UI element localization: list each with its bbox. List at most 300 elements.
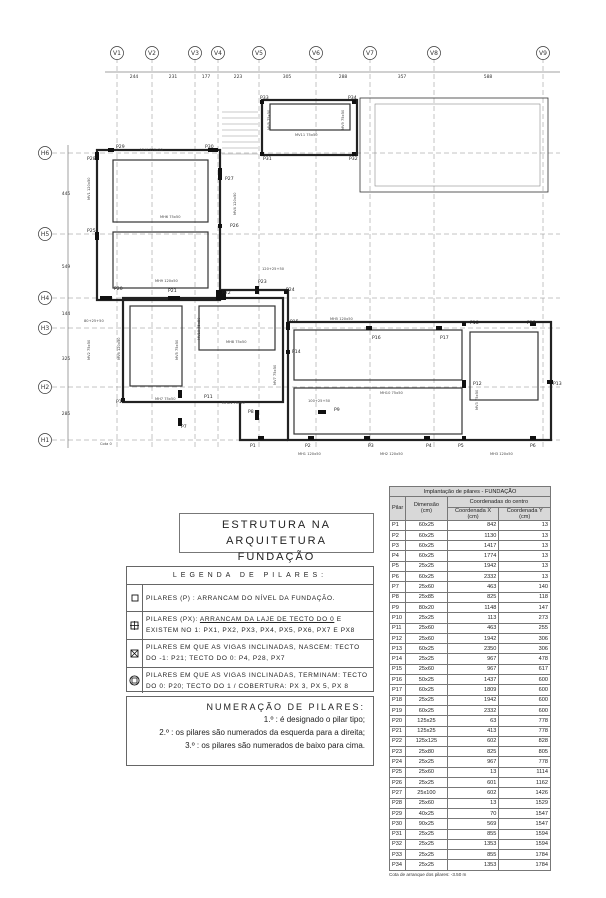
pillar-label: P14 (292, 350, 301, 355)
table-row (390, 633, 551, 643)
pool (360, 98, 548, 192)
pillar-p2 (308, 436, 314, 440)
beam-label: MV3 75x50 (475, 389, 479, 410)
cell-y: 1114 (499, 767, 551, 777)
cell-y: 778 (499, 716, 551, 726)
cell-dimension: 25x25 (406, 860, 447, 870)
cell-y: 13 (499, 561, 551, 571)
table-row (390, 819, 551, 829)
cell-dimension: 80x20 (406, 602, 447, 612)
pillar-label: P22 (222, 291, 231, 296)
beam-label: MH8 75x50 (226, 340, 247, 344)
cell-x: 1130 (447, 530, 499, 540)
cell-dimension: 25x60 (406, 633, 447, 643)
pillar-label: P23 (258, 280, 267, 285)
pillar-numbering-rules (126, 696, 374, 766)
cell-dimension: 90x25 (406, 819, 447, 829)
beam-label: MH2 120x50 (380, 452, 403, 456)
beam-label: MV10 75x50 (197, 317, 201, 340)
cell-pilar: P24 (390, 757, 406, 767)
pillar-label: P27 (225, 177, 234, 182)
cell-dimension: 125x25 (406, 726, 447, 736)
beam-label: MV4 120x50 (233, 192, 237, 215)
pillar-label: P16 (372, 336, 381, 341)
pillar-label: P24 (286, 288, 295, 293)
table-row (390, 675, 551, 685)
cell-x: 967 (447, 664, 499, 674)
dim-top: 588 (483, 75, 493, 80)
table-row (390, 705, 551, 715)
cell-dimension: 40x25 (406, 808, 447, 818)
cell-pilar: P25 (390, 767, 406, 777)
dim-left: 445 (61, 192, 71, 197)
cell-pilar: P33 (390, 850, 406, 860)
numbering-rule: 3.º : os pilares são numerados de baixo para cima. (185, 741, 365, 750)
numbering-rule: 2.º : os pilares são numerados da esquerda para a direita; (159, 728, 365, 737)
table-row (390, 757, 551, 767)
stairs (222, 112, 258, 154)
cell-y: 13 (499, 572, 551, 582)
legend-text: PILARES EM QUE AS VIGAS INCLINADAS, NASCEM: TECTO DO -1: P21; TECTO DO 0: P4, P28, PX7 (146, 644, 360, 662)
table-row (390, 788, 551, 798)
dim-top: 305 (282, 75, 292, 80)
pillar-p20 (100, 296, 112, 300)
beam-label: 80+25+50 (84, 319, 104, 323)
axis-label: V9 (539, 50, 547, 57)
cell-pilar: P32 (390, 839, 406, 849)
drawing-title (179, 513, 374, 563)
dim-top: 244 (129, 75, 139, 80)
table-row (390, 767, 551, 777)
cell-pilar: P18 (390, 695, 406, 705)
cell-pilar: P11 (390, 623, 406, 633)
table-row (390, 520, 551, 530)
pillar-label: P29 (116, 145, 125, 150)
cell-x: 825 (447, 747, 499, 757)
table-row (390, 602, 551, 612)
pillar-label: P25 (87, 229, 96, 234)
axis-label: H5 (40, 231, 50, 238)
dimension-lines (68, 72, 560, 448)
pillar-label: P2 (305, 444, 311, 449)
beam-label: MH7 75x50 (155, 397, 176, 401)
beam-label: 100+25+50 (308, 399, 331, 403)
dim-left: 144 (61, 312, 71, 317)
table-row (390, 747, 551, 757)
pillar-label: P3 (368, 444, 374, 449)
table-row (390, 530, 551, 540)
table-row (390, 685, 551, 695)
pillar-label: P10 (116, 400, 125, 405)
cell-y: 1547 (499, 808, 551, 818)
legend-row-pillar-p (127, 585, 373, 612)
cell-dimension: 25x60 (406, 623, 447, 633)
pillar-label: P8 (248, 410, 254, 415)
pillar-label: P34 (348, 96, 357, 101)
dim-top: 288 (338, 75, 348, 80)
cell-y: 778 (499, 757, 551, 767)
x-square-icon (127, 640, 143, 667)
beam-label: MV11 75x50 (295, 133, 318, 137)
cell-y: 118 (499, 592, 551, 602)
pillar-p31 (260, 152, 264, 156)
cell-x: 463 (447, 582, 499, 592)
pillar-label: P4 (426, 444, 432, 449)
cell-pilar: P7 (390, 582, 406, 592)
table-row (390, 850, 551, 860)
cell-dimension: 60x25 (406, 520, 447, 530)
cell-y: 1594 (499, 829, 551, 839)
pillar-p9 (318, 410, 326, 414)
cell-dimension: 60x25 (406, 551, 447, 561)
table-row (390, 829, 551, 839)
beam-label: MV2 75x50 (87, 339, 91, 360)
beam-label: MH10 75x50 (380, 391, 403, 395)
dim-top: 223 (233, 75, 243, 80)
cell-pilar: P16 (390, 675, 406, 685)
legend-header: LEGENDA DE PILARES: (127, 567, 373, 585)
legend-text (146, 612, 373, 636)
cell-dimension: 60x25 (406, 685, 447, 695)
pillar-label: P21 (168, 289, 177, 294)
beam-label: Cota 0 (100, 442, 112, 446)
cell-x: 463 (447, 623, 499, 633)
beam-label: MH6 75x50 (160, 215, 181, 219)
pillar-label: P6 (530, 444, 536, 449)
pillar-label: P28 (87, 157, 96, 162)
cell-y: 1426 (499, 788, 551, 798)
cell-x: 569 (447, 819, 499, 829)
pillar-label: P33 (260, 96, 269, 101)
cell-pilar: P19 (390, 705, 406, 715)
cell-x: 1148 (447, 602, 499, 612)
dim-left: 285 (61, 412, 71, 417)
cell-pilar: P13 (390, 644, 406, 654)
cell-y: 13 (499, 551, 551, 561)
table-row (390, 572, 551, 582)
pillar-p6 (530, 436, 536, 440)
table-row (390, 839, 551, 849)
cell-y: 805 (499, 747, 551, 757)
legend-row-inclined-end (127, 668, 373, 693)
cell-y: 1594 (499, 839, 551, 849)
beam-labels (84, 109, 514, 456)
cell-y: 600 (499, 685, 551, 695)
cell-y: 1784 (499, 860, 551, 870)
cell-dimension: 25x25 (406, 839, 447, 849)
pillar-p23 (255, 286, 259, 294)
cell-dimension: 25x60 (406, 664, 447, 674)
structure-walls (97, 100, 551, 440)
axis-label: H3 (40, 325, 50, 332)
cell-x: 63 (447, 716, 499, 726)
pillar-p32 (352, 152, 356, 156)
cell-x: 70 (447, 808, 499, 818)
cell-x: 855 (447, 829, 499, 839)
cell-x: 855 (447, 850, 499, 860)
axis-label: H6 (40, 150, 50, 157)
cell-dimension: 25x80 (406, 747, 447, 757)
cell-pilar: P15 (390, 664, 406, 674)
cell-y: 273 (499, 613, 551, 623)
pillar-coordinates-table (389, 486, 551, 871)
cell-y: 617 (499, 664, 551, 674)
cell-pilar: P9 (390, 602, 406, 612)
table-row (390, 613, 551, 623)
table-row (390, 808, 551, 818)
cell-x: 825 (447, 592, 499, 602)
beam-label: MH5 120x50 (330, 317, 353, 321)
table-row (390, 654, 551, 664)
beam-label: MV5 75x50 (175, 339, 179, 360)
cell-y: 13 (499, 541, 551, 551)
pillar-p18 (462, 322, 466, 326)
circle-square-icon (127, 668, 143, 693)
table-row (390, 798, 551, 808)
beam-label: MH9 120x50 (155, 279, 178, 283)
cell-y: 306 (499, 633, 551, 643)
cell-x: 602 (447, 788, 499, 798)
cell-dimension: 60x25 (406, 705, 447, 715)
table-row (390, 592, 551, 602)
cell-x: 967 (447, 654, 499, 664)
table-row (390, 551, 551, 561)
beam-label: MV7 75x50 (273, 364, 277, 385)
cell-dimension: 25x25 (406, 654, 447, 664)
cell-x: 2350 (447, 644, 499, 654)
cell-pilar: P30 (390, 819, 406, 829)
cell-dimension: 25x25 (406, 829, 447, 839)
pillar-p5 (462, 436, 466, 440)
pillar-label: P32 (349, 157, 358, 162)
cell-pilar: P2 (390, 530, 406, 540)
axis-label: V7 (366, 50, 374, 57)
axis-label: H1 (40, 437, 50, 444)
cell-dimension: 25x25 (406, 695, 447, 705)
axis-label: H2 (40, 384, 50, 391)
cell-pilar: P3 (390, 541, 406, 551)
table-row (390, 726, 551, 736)
cell-y: 306 (499, 644, 551, 654)
pillar-p26 (218, 224, 222, 228)
pillar-label: P11 (204, 395, 213, 400)
cell-y: 13 (499, 520, 551, 530)
pillar-label: P12 (473, 382, 482, 387)
cell-pilar: P22 (390, 736, 406, 746)
cell-x: 13 (447, 767, 499, 777)
cell-y: 1547 (499, 819, 551, 829)
cell-x: 1942 (447, 695, 499, 705)
cell-pilar: P27 (390, 788, 406, 798)
square-icon (127, 585, 143, 611)
pillar-label: P7 (181, 425, 187, 430)
cell-dimension: 25x85 (406, 592, 447, 602)
legend-text-a: PILARES (PX): (146, 616, 200, 623)
pillar-label: P15 (290, 320, 299, 325)
table-row (390, 716, 551, 726)
col-header-x: Coordenada X (cm) (447, 507, 499, 520)
table-row (390, 695, 551, 705)
cell-x: 601 (447, 778, 499, 788)
legend-text: PILARES EM QUE AS VIGAS INCLINADAS, TERMINAM: TECTO DO 0: P20; TECTO DO 1 / COBERTURA: PX 3, PX 5, PX 8 (146, 672, 368, 690)
cell-pilar: P1 (390, 520, 406, 530)
table-row (390, 860, 551, 870)
cell-pilar: P14 (390, 654, 406, 664)
numbering-rule: 1.º : é designado o pilar tipo; (263, 715, 365, 724)
cell-x: 13 (447, 798, 499, 808)
beam-label: MH1 120x50 (298, 452, 321, 456)
cell-x: 1353 (447, 860, 499, 870)
legend-row-pillar-px (127, 612, 373, 640)
cell-x: 1774 (447, 551, 499, 561)
legend-text: PILARES (P) : ARRANCAM DO NÍVEL DA FUNDAÇÃO. (146, 595, 336, 602)
axis-label: V4 (214, 50, 222, 57)
pillar-label: P5 (458, 444, 464, 449)
cell-x: 1353 (447, 839, 499, 849)
pillar-label: P30 (205, 145, 214, 150)
pillar-p8 (255, 410, 259, 420)
cell-pilar: P17 (390, 685, 406, 695)
pillar-p11 (178, 390, 182, 398)
cell-dimension: 60x25 (406, 644, 447, 654)
axis-label: V8 (430, 50, 438, 57)
cell-pilar: P4 (390, 551, 406, 561)
legend-text-underlined: ARRANCAM DA LAJE DE TECTO DO 0 (199, 616, 335, 623)
cell-dimension: 125x25 (406, 716, 447, 726)
table-note: Cota de arranque dos pilares: -3.50 m (389, 871, 467, 877)
cell-dimension: 25x25 (406, 613, 447, 623)
pillar-p4 (424, 436, 430, 440)
cell-y: 255 (499, 623, 551, 633)
col-header-pilar: Pilar (390, 497, 406, 520)
axis-label: H4 (40, 295, 50, 302)
cell-dimension: 25x60 (406, 798, 447, 808)
pillar-label: P31 (263, 157, 272, 162)
pillar-p12 (462, 380, 466, 388)
axis-label: V3 (191, 50, 199, 57)
legend-text-b: E EXISTEM NO 1: PX1, PX2, PX3, PX4, PX5, PX6, PX7 E PX8 (146, 616, 355, 634)
pillar-legend (126, 566, 374, 692)
cell-pilar: P20 (390, 716, 406, 726)
table-body (390, 520, 551, 870)
beam-label: MV1 120x50 (87, 177, 91, 200)
cell-x: 2332 (447, 572, 499, 582)
cell-x: 842 (447, 520, 499, 530)
cell-y: 828 (499, 736, 551, 746)
cell-dimension: 50x25 (406, 675, 447, 685)
cell-dimension: 60x25 (406, 530, 447, 540)
cell-dimension: 60x25 (406, 541, 447, 551)
cell-x: 1942 (447, 633, 499, 643)
cell-x: 413 (447, 726, 499, 736)
table-row (390, 541, 551, 551)
cell-pilar: P12 (390, 633, 406, 643)
axis-label: V2 (148, 50, 156, 57)
cell-pilar: P28 (390, 798, 406, 808)
table-row (390, 623, 551, 633)
cell-pilar: P29 (390, 808, 406, 818)
cell-y: 147 (499, 602, 551, 612)
drawing-title-line2: FUNDAÇÃO (237, 551, 316, 563)
pool-inner (375, 104, 540, 186)
cell-y: 140 (499, 582, 551, 592)
cell-dimension: 25x25 (406, 778, 447, 788)
cell-x: 2332 (447, 705, 499, 715)
table-row (390, 778, 551, 788)
pillar-label: P1 (250, 444, 256, 449)
table-row (390, 561, 551, 571)
cell-x: 967 (447, 757, 499, 767)
cell-pilar: P23 (390, 747, 406, 757)
cell-dimension: 25x60 (406, 582, 447, 592)
pillar-label: P17 (440, 336, 449, 341)
pillar-p27 (218, 168, 222, 180)
cell-dimension: 25x25 (406, 757, 447, 767)
cell-dimension: 25x25 (406, 850, 447, 860)
numbering-header: NUMERAÇÃO DE PILARES: (206, 702, 365, 712)
table-title: Implantação de pilares - FUNDAÇÃO (390, 487, 551, 497)
cell-x: 602 (447, 736, 499, 746)
dim-left: 325 (61, 357, 71, 362)
cell-y: 600 (499, 705, 551, 715)
cell-y: 600 (499, 695, 551, 705)
col-header-dimension: Dimensão (cm) (406, 497, 447, 520)
beam-label: MV9 75x50 (341, 109, 345, 130)
pillar-label: P26 (230, 224, 239, 229)
cell-dimension: 25x100 (406, 788, 447, 798)
table-row (390, 582, 551, 592)
cell-y: 600 (499, 675, 551, 685)
pillar-p29 (108, 148, 114, 152)
cell-x: 1437 (447, 675, 499, 685)
dim-left: 549 (61, 265, 71, 270)
pillar-p14 (286, 350, 290, 354)
cell-y: 778 (499, 726, 551, 736)
cell-pilar: P10 (390, 613, 406, 623)
drawing-title-line1: ESTRUTURA NA ARQUITETURA (222, 519, 331, 547)
table-row (390, 664, 551, 674)
pillar-p16 (366, 326, 372, 330)
dim-top: 231 (168, 75, 178, 80)
beam-label: MH11 75x50 (222, 401, 245, 405)
cell-pilar: P6 (390, 572, 406, 582)
axis-label: V5 (255, 50, 263, 57)
cell-pilar: P21 (390, 726, 406, 736)
pillar-label: P18 (470, 321, 479, 326)
legend-row-inclined-start (127, 640, 373, 668)
cell-x: 113 (447, 613, 499, 623)
table-row (390, 644, 551, 654)
pillar-p3 (364, 436, 370, 440)
cell-dimension: 25x60 (406, 767, 447, 777)
beam-label: 120+25+50 (262, 267, 285, 271)
beam-label: MV8 75x50 (267, 109, 271, 130)
pillar-label: P13 (553, 382, 562, 387)
pillar-table-wrapper (389, 486, 551, 877)
beam-label: MH3 120x50 (490, 452, 513, 456)
axis-label: V6 (312, 50, 320, 57)
col-header-y: Coordenada Y (cm) (499, 507, 551, 520)
cell-pilar: P26 (390, 778, 406, 788)
cell-y: 478 (499, 654, 551, 664)
beam-label: MH4 120x50 (140, 148, 163, 152)
pillar-p17 (436, 326, 442, 330)
dim-top: 357 (397, 75, 407, 80)
pillar-p1 (258, 436, 264, 440)
cell-x: 1809 (447, 685, 499, 695)
pillar-p21 (168, 296, 180, 300)
group-header: Coordenadas do centro (447, 497, 550, 507)
